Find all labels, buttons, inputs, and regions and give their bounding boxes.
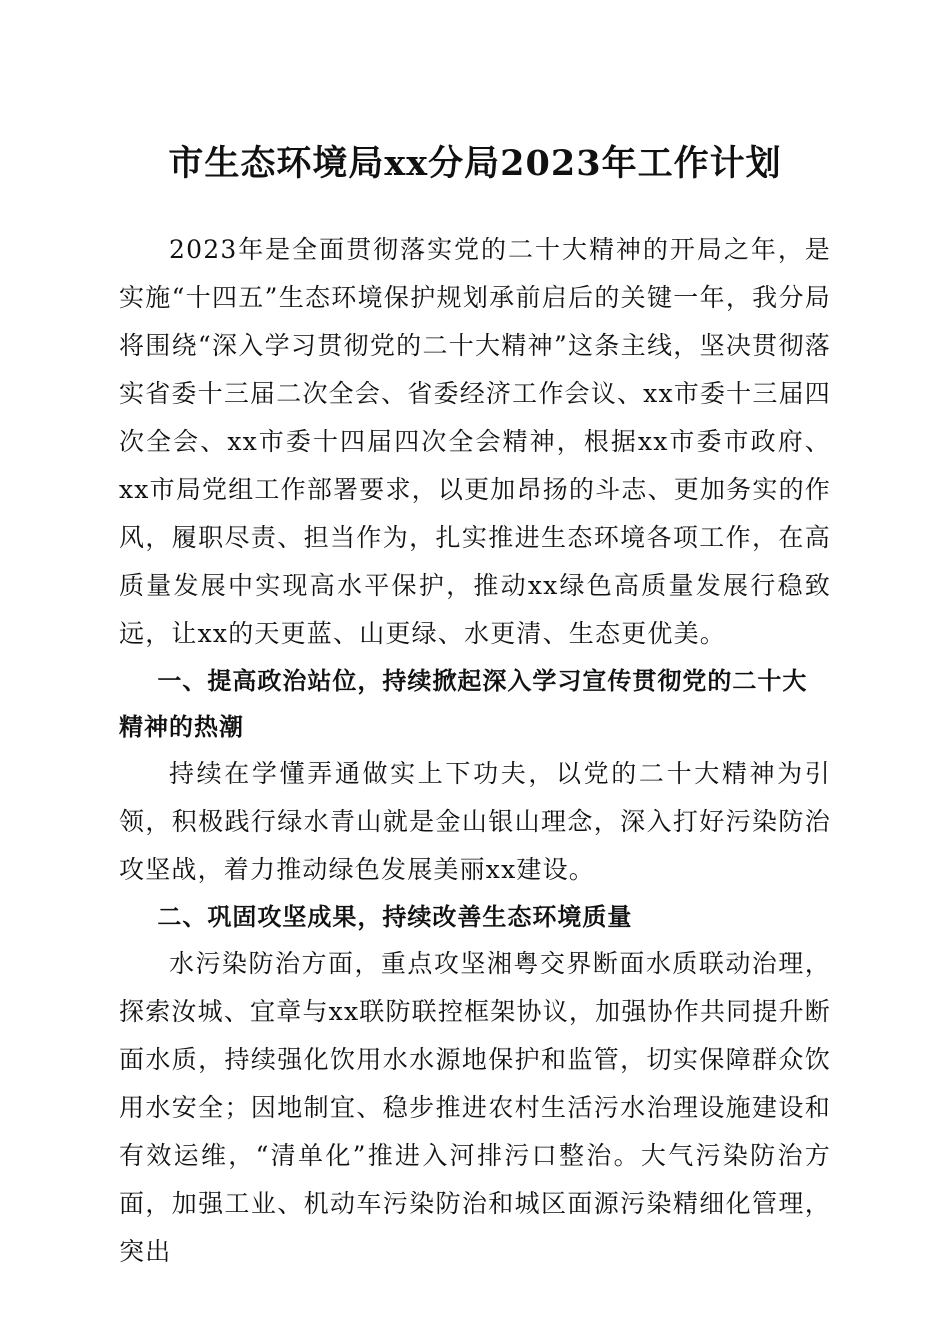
document-title: 市生态环境局xx分局2023年工作计划: [168, 143, 782, 184]
section-2-heading: 二、巩固攻坚成果，持续改善生态环境质量: [157, 903, 633, 931]
section-1-paragraph: 持续在学懂弄通做实上下功夫，以党的二十大精神为引领，积极践行绿水青山就是金山银山理念，深入打好污染防治攻坚战，着力推动绿色发展美丽xx建设。: [119, 759, 831, 884]
intro-paragraph: 2023年是全面贯彻落实党的二十大精神的开局之年，是实施“十四五”生态环境保护规划承前启后的关键一年，我分局将围绕“深入学习贯彻党的二十大精神”这条主线，坚决贯彻落实省委十三届二次全会、省委经济工作会议、xx市委十三届四次全会、xx市委十四届四次全会精神，根据xx市委市政府、xx市局党组工作部署要求，以更加昂扬的斗志、更加务实的作风，履职尽责、担当作为，扎实推进生态环境各项工作，在高质量发展中实现高水平保护，推动xx绿色高质量发展行稳致远，让xx的天更蓝、山更绿、水更清、生态更优美。: [119, 235, 831, 648]
document-body: [119, 226, 831, 1276]
section-2-paragraph: 水污染防治方面，重点攻坚湘粤交界断面水质联动治理，探索汝城、宜章与xx联防联控框架协议，加强协作共同提升断面水质，持续强化饮用水水源地保护和监管，切实保障群众饮用水安全；因地制宜、稳步推进农村生活污水治理设施建设和有效运维，“清单化”推进入河排污口整治。大气污染防治方面，加强工业、机动车污染防治和城区面源污染精细化管理，突出: [119, 949, 831, 1266]
section-1-heading: 一、提高政治站位，持续掀起深入学习宣传贯彻党的二十大精神的热潮: [119, 667, 808, 741]
